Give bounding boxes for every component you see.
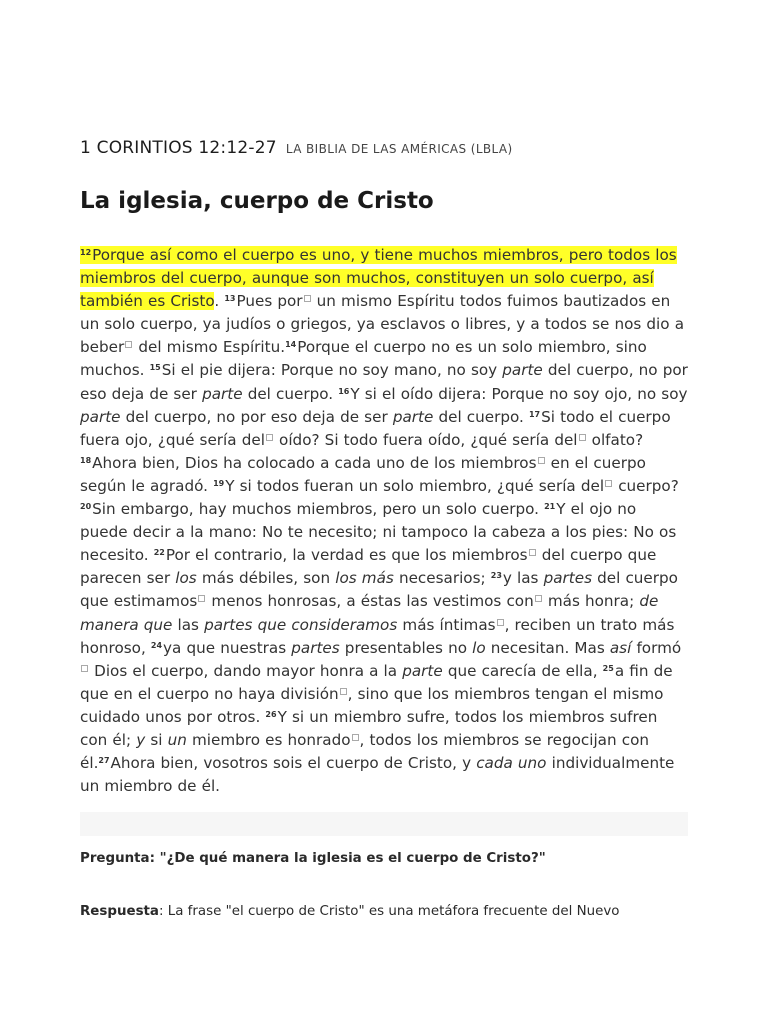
verse-text: oído? Si todo fuera oído, ¿qué sería del [273, 430, 578, 449]
verse-italic: un [167, 730, 187, 749]
verse-text: Y si todos fueran un solo miembro, ¿qué sería del [225, 476, 605, 495]
verse-text: presentables no [339, 638, 473, 657]
verse-text: Si todo el cuerpo fuera ojo, ¿qué sería del [80, 407, 671, 449]
verse-italic: de manera que [80, 592, 659, 634]
verse-text: Ahora bien, vosotros sois el cuerpo de Cristo, y [110, 754, 477, 773]
verse-text: Y el ojo no puede decir a la mano: No te necesito; ni tampoco la cabeza a los pies: No os necesito. [80, 500, 677, 565]
verse-text: más débiles, son [196, 569, 336, 588]
footnote-icon[interactable] [81, 665, 88, 672]
verse-number: 12 [80, 248, 92, 257]
question-line [80, 851, 546, 866]
verse-text: . [214, 292, 225, 311]
verse-text: Porque el cuerpo no es un solo miembro, sino muchos. [80, 338, 647, 380]
verse-number: 24 [150, 640, 163, 650]
verse-number: 13 [224, 294, 236, 304]
section-heading: La iglesia, cuerpo de Cristo [80, 188, 434, 214]
verse-text: Dios el cuerpo, dando mayor honra a la [89, 661, 403, 680]
footnote-icon[interactable] [340, 688, 347, 695]
verse-number: 16 [338, 386, 350, 396]
footnote-icon[interactable] [535, 595, 542, 602]
verse-number: 23 [490, 571, 502, 581]
verse-number: 19 [213, 478, 225, 488]
verse-text: del cuerpo. [242, 384, 339, 403]
verse-italic: partes [543, 569, 592, 588]
verse-text: olfato? [586, 430, 644, 449]
verse-text: un mismo Espíritu todos fuimos bautizados en un solo cuerpo, ya judíos o griegos, ya esclavos o libres, y a todos se nos dio a beber [80, 292, 684, 357]
verse-text: individualmente un miembro de él. [80, 754, 675, 796]
verse-italic: parte [80, 407, 121, 426]
footnote-icon[interactable] [579, 434, 586, 441]
verse-text: ya que nuestras [163, 638, 292, 657]
answer-line [80, 904, 619, 919]
verse-text: del cuerpo, no por eso deja de ser [80, 361, 688, 403]
answer-label: Respuesta [80, 904, 159, 919]
verse-italic: parte [402, 661, 443, 680]
verse-number: 22 [153, 548, 165, 558]
verse-text: cuerpo? [613, 476, 679, 495]
reference-title: 1 CORINTIOS 12:12-27 [80, 138, 277, 158]
verse-text: si [145, 730, 168, 749]
verse-text: Porque así como el cuerpo es uno, y tiene muchos miembros, pero todos los miembros del cuerpo, aunque son muchos, constituyen un solo cuerpo, así también es Cristo [80, 246, 677, 311]
answer-text: : La frase "el cuerpo de Cristo" es una metáfora frecuente del Nuevo [158, 904, 620, 919]
footnote-icon[interactable] [304, 295, 311, 302]
verse-text: del cuerpo, no por eso deja de ser [120, 407, 393, 426]
verse-number: 25 [602, 663, 614, 673]
verse-number: 17 [528, 409, 541, 419]
verse-number: 26 [265, 709, 277, 719]
verse-text: del mismo Espíritu. [133, 338, 286, 357]
verse-number: 14 [285, 340, 297, 350]
verse-text: del cuerpo que estimamos [80, 569, 678, 611]
verse-italic: los más [335, 569, 394, 588]
verse-italic: parte [502, 361, 543, 380]
verse-text: necesitan. Mas [485, 638, 610, 657]
verse-text: Y si un miembro sufre, todos los miembros sufren con él; [80, 707, 658, 749]
passage-reference [80, 138, 513, 158]
verse-italic: partes que consideramos [204, 615, 398, 634]
verse-text: del cuerpo. [433, 407, 529, 426]
verse-italic: los [175, 569, 197, 588]
question-text: : "¿De qué manera la iglesia es el cuerpo de Cristo?" [149, 851, 546, 866]
verse-text: necesarios; [393, 569, 491, 588]
verse-text: formó [631, 638, 682, 657]
footnote-icon[interactable] [125, 341, 132, 348]
verse-text: a fin de que en el cuerpo no haya división [80, 661, 673, 703]
verse-text: las [172, 615, 205, 634]
verse-text: Por el contrario, la verdad es que los miembros [165, 546, 528, 565]
verse-text: y las [502, 569, 544, 588]
verse-number: 21 [544, 502, 556, 512]
verse-italic: y [136, 730, 146, 749]
verse-italic: así [609, 638, 632, 657]
verse-italic: parte [392, 407, 434, 426]
verse-text: Si el pie dijera: Porque no soy mano, no soy [161, 361, 503, 380]
bible-version: LA BIBLIA DE LAS AMÉRICAS (LBLA) [285, 142, 513, 156]
separator-band [80, 812, 688, 836]
verse-text: , todos los miembros se regocijan con él. [80, 730, 649, 773]
verse-text: miembro es honrado [186, 730, 351, 749]
verse-text: , sino que los miembros tengan el mismo cuidado unos por otros. [80, 684, 664, 726]
verse-text: , reciben un trato más honroso, [80, 615, 675, 657]
verse-number: 15 [149, 363, 161, 373]
footnote-icon[interactable] [605, 480, 612, 487]
verse-text: que carecía de ella, [442, 661, 603, 680]
verse-text: Ahora bien, Dios ha colocado a cada uno de los miembros [92, 453, 537, 472]
verse-italic: partes [291, 638, 340, 657]
verse-text: en el cuerpo según le agradó. [80, 453, 646, 495]
footnote-icon[interactable] [538, 457, 545, 464]
footnote-icon[interactable] [529, 549, 536, 556]
verse-number: 18 [80, 455, 92, 465]
verse-text: más honra; [542, 592, 640, 611]
verse-number: 27 [98, 756, 110, 766]
verse-text: Y si el oído dijera: Porque no soy ojo, no soy [350, 384, 688, 403]
verse-text: más íntimas [397, 615, 496, 634]
scripture-passage [80, 244, 688, 798]
verse-italic: lo [472, 638, 486, 657]
verse-italic: cada uno [476, 754, 547, 773]
footnote-icon[interactable] [352, 734, 359, 741]
footnote-icon[interactable] [497, 619, 504, 626]
verse-text: menos honrosas, a éstas las vestimos con [206, 592, 534, 611]
footnote-icon[interactable] [266, 434, 273, 441]
question-label: Pregunta [80, 851, 150, 866]
footnote-icon[interactable] [198, 595, 205, 602]
verse-italic: parte [202, 384, 243, 403]
verse-text: Sin embargo, hay muchos miembros, pero un solo cuerpo. [92, 500, 545, 519]
verse-number: 20 [80, 502, 92, 512]
verse-text: del cuerpo que parecen ser [80, 546, 657, 588]
verse-text: Pues por [236, 292, 303, 311]
